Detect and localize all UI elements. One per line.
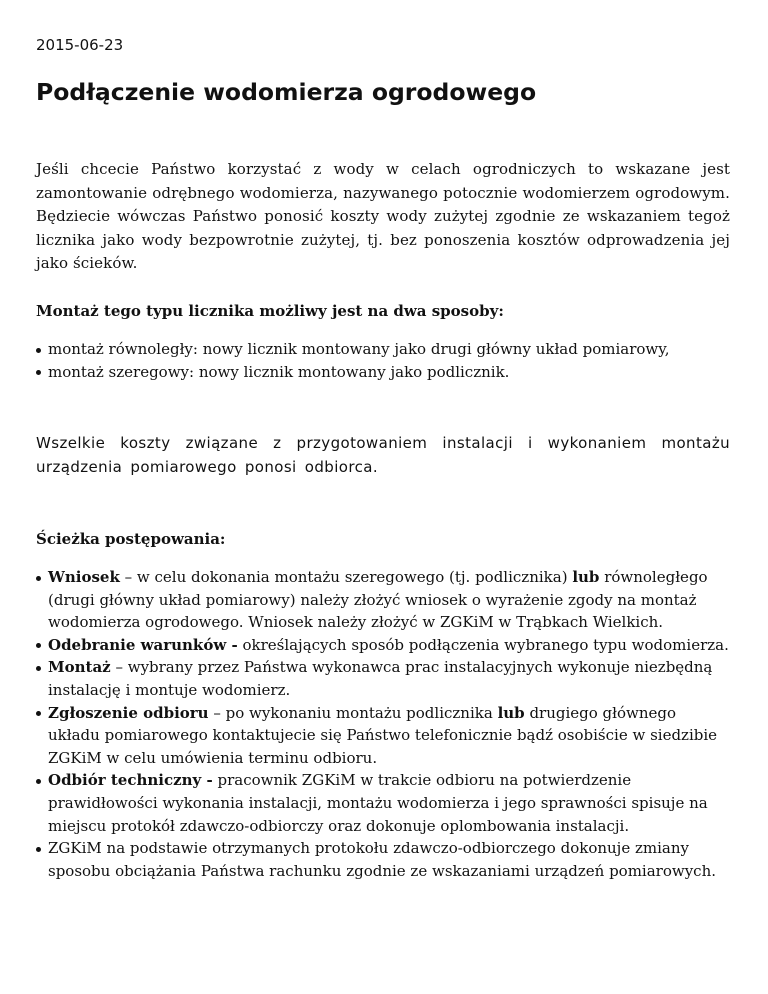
procedure-heading: Ścieżka postępowania: bbox=[36, 530, 226, 548]
list-item: Wniosek – w celu dokonania montażu szeregowego (tj. podlicznika) lub równoległego (drugi główny układ pomiarowy) należy złożyć wniosek o wyrażenie zgody na montaż wodomierza ogrodowego. Wniosek należy złożyć w ZGKiM w Trąbkach Wielkich. bbox=[36, 566, 730, 634]
list-item: Odbiór techniczny - pracownik ZGKiM w trakcie odbioru na potwierdzenie prawidłowości wykonania instalacji, montażu wodomierza i jego sprawności spisuje na miejscu protokół zdawczo-odbiorczy oraz dokonuje oplombowania instalacji. bbox=[36, 769, 730, 837]
intro-paragraph: Jeśli chcecie Państwo korzystać z wody w celach ogrodniczych to wskazane jest zamontowanie odrębnego wodomierza, nazywanego potocznie wodomierzem ogrodowym. Będziecie wówczas Państwo ponosić koszty wody zużytej zgodnie ze wskazaniem tegoż licznika jako wody bezpowrotnie zużytej, tj. bez ponoszenia kosztów odprowadzenia jej jako ścieków. bbox=[36, 160, 730, 272]
mounting-heading: Montaż tego typu licznika możliwy jest na dwa sposoby: bbox=[36, 302, 504, 320]
publication-date: 2015-06-23 bbox=[36, 36, 124, 54]
step-label: Zgłoszenie odbioru bbox=[48, 703, 209, 722]
step-label: Montaż bbox=[48, 658, 111, 677]
list-item: ZGKiM na podstawie otrzymanych protokołu zdawczo-odbiorczego dokonuje zmiany sposobu obciążania Państwa rachunku zgodnie ze wskazaniami urządzeń pomiarowych. bbox=[36, 837, 730, 882]
step-label: Wniosek bbox=[48, 568, 120, 586]
page-title: Podłączenie wodomierza ogrodowego bbox=[36, 78, 537, 106]
step-label: Odebranie warunków - bbox=[48, 635, 238, 654]
procedure-steps-list bbox=[36, 566, 730, 882]
list-item: montaż równoległy: nowy licznik montowany jako drugi główny układ pomiarowy, bbox=[36, 338, 730, 361]
list-item: Montaż – wybrany przez Państwa wykonawca prac instalacyjnych wykonuje niezbędną instalację i montuje wodomierz. bbox=[36, 656, 730, 701]
costs-paragraph: Wszelkie koszty związane z przygotowaniem instalacji i wykonaniem montażu urządzenia pomiarowego ponosi odbiorca. bbox=[36, 434, 730, 476]
list-item: montaż szeregowy: nowy licznik montowany jako podlicznik. bbox=[36, 361, 730, 384]
mounting-options-list bbox=[36, 338, 730, 383]
list-item: Odebranie warunków - określających sposób podłączenia wybranego typu wodomierza. bbox=[36, 634, 730, 657]
list-item: Zgłoszenie odbioru – po wykonaniu montażu podlicznika lub drugiego głównego układu pomiarowego kontaktujecie się Państwo telefonicznie bądź osobiście w siedzibie ZGKiM w celu umówienia terminu odbioru. bbox=[36, 702, 730, 770]
step-label: Odbiór techniczny - bbox=[48, 771, 213, 790]
